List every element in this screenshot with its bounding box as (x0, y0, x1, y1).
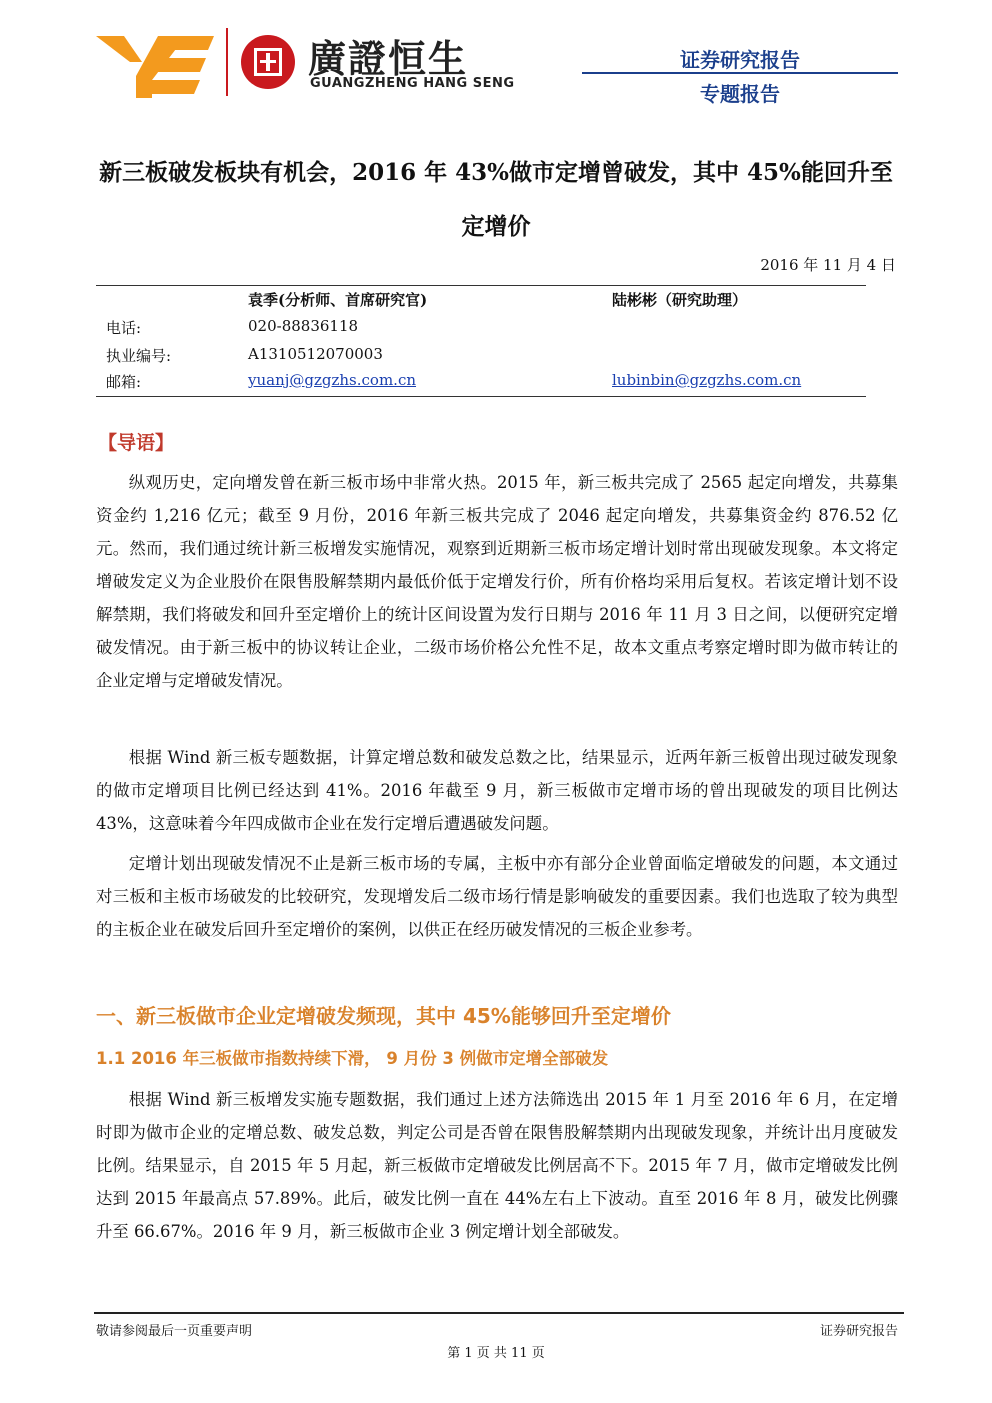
intro-paragraph: 定增计划出现破发情况不止是新三板市场的专属，主板中亦有部分企业曾面临定增破发的问题，本文通过对三板和主板市场破发的比较研究，发现增发后二级市场行情是影响破发的重要因素。我们也选取了较为典型的主板企业在破发后回升至定增价的案例，以供正在经历破发情况的三板企业参考。 (96, 854, 898, 939)
primary-author-name: 袁季(分析师、首席研究官) (248, 291, 428, 309)
license-label: 执业编号: (106, 347, 172, 365)
logo-english-name: GUANGZHENG HANG SENG (310, 76, 515, 91)
logo-divider (226, 28, 228, 96)
section-paragraph: 根据 Wind 新三板增发实施专题数据，我们通过上述方法筛选出 2015 年 1 月至 2016 年 6 月，在定增时即为做市企业的定增总数、破发总数，判定公司是否曾在限售股解禁期内出现破发现象，并统计出月度破发比例。结果显示，自 2015 年 5 月起，新三板做市定增破发比例居高不下。2015 年 7 月，做市定增破发比例达到 2015 年最高点 57.89%。此后，破发比例一直在 44%左右上下波动。直至 2016 年 8 月，破发比例骤升至 66.67%。2016 年 9 月，新三板做市企业 3 例定增计划全部破发。 (96, 1090, 898, 1241)
footer-report-type: 证券研究报告 (819, 1324, 898, 1339)
phone-label: 电话: (106, 319, 142, 337)
license-row (96, 345, 866, 372)
section-heading: 一、新三板做市企业定增破发频现，其中 45%能够回升至定增价 (96, 1004, 671, 1028)
report-subtype: 专题报告 (700, 82, 780, 106)
intro-paragraph: 纵观历史，定向增发曾在新三板市场中非常火热。2015 年，新三板共完成了 2565 起定向增发，共募集资金约 1,216 亿元；截至 9 月份，2016 年新三板共完成了 2046 起定向增发，共募集资金约 876.52 亿元。然而，我们通过统计新三板增发实施情况，观察到近期新三板市场定增计划时常出现破发现象。本文将定增破发定义为企业股价在限售股解禁期内最低价低于定增发行价，所有价格均采用后复权。若该定增计划不设解禁期，我们将破发和回升至定增价上的统计区间设置为发行日期与 2016 年 11 月 3 日之间，以便研究定增破发情况。由于新三板中的协议转让企业，二级市场价格公允性不足，故本文重点考察定增时即为做市转让的企业定增与定增破发情况。 (96, 473, 898, 690)
secondary-author-name: 陆彬彬（研究助理） (612, 291, 748, 309)
secondary-email-link[interactable]: lubinbin@gzgzhs.com.cn (612, 371, 802, 389)
phone-row (96, 317, 866, 344)
logo-chinese-name: 廣證恒生 (308, 37, 469, 81)
intro-paragraph: 根据 Wind 新三板专题数据，计算定增总数和破发总数之比，结果显示，近两年新三板曾出现过破发现象的做市定增项目比例已经达到 41%。2016 年截至 9 月，新三板做市定增市场的曾出现破发的项目比例达 43%，这意味着今年四成做市企业在发行定增后遭遇破发问题。 (96, 748, 898, 833)
author-name-row (96, 289, 866, 316)
header-rule (582, 72, 898, 74)
footer-rule (94, 1312, 904, 1314)
page-number: 第 1 页 共 11 页 (447, 1346, 545, 1361)
email-row (96, 371, 866, 398)
email-label: 邮箱: (106, 373, 142, 391)
intro-label: 【导语】 (98, 432, 175, 454)
report-title: 新三板破发板块有机会，2016 年 43%做市定增曾破发，其中 45%能回升至定增价 (99, 159, 893, 240)
subsection-heading: 1.1 2016 年三板做市指数持续下滑， 9 月份 3 例做市定增全部破发 (96, 1049, 609, 1068)
report-type: 证券研究报告 (680, 48, 800, 72)
license-value: A1310512070003 (248, 345, 383, 363)
company-logo (96, 22, 516, 102)
footer-disclaimer: 敬请参阅最后一页重要声明 (96, 1324, 253, 1339)
report-date: 2016 年 11 月 4 日 (760, 256, 896, 274)
phone-value: 020-88836118 (248, 317, 359, 335)
primary-email-link[interactable]: yuanj@gzgzhs.com.cn (248, 371, 417, 389)
author-table (96, 285, 866, 397)
ye-logo-icon (96, 28, 216, 98)
seal-icon (240, 34, 296, 90)
